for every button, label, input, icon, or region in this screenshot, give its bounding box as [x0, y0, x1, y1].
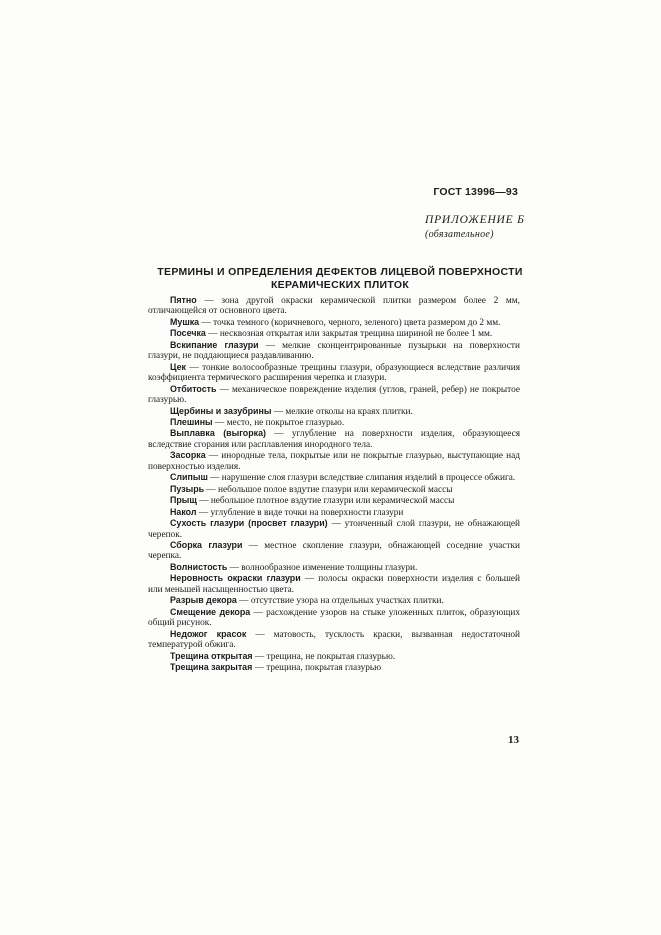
term-name: Щербины и зазубрины — [170, 405, 272, 416]
term-separator: — — [196, 296, 222, 306]
term-separator: — — [185, 362, 203, 373]
term-name: Слипыш — [170, 472, 208, 483]
term-definition: точка темного (коричневого, черного, зеленого) цвета размером до 2 мм. — [213, 317, 501, 328]
term-entry — [148, 340, 520, 362]
term-separator: — — [300, 574, 319, 585]
term-separator: — — [327, 519, 345, 530]
standard-code: ГОСТ 13996—93 — [433, 186, 518, 198]
term-separator: — — [196, 507, 211, 518]
term-definition: утонченный слой глазури, не обнажающей черепок. — [148, 519, 520, 540]
term-separator: — — [204, 484, 219, 495]
term-separator: — — [205, 329, 220, 340]
term-entry — [148, 540, 520, 562]
term-separator: — — [227, 562, 242, 573]
term-definition: углубление на поверхности изделия, образующееся вследствие сгорания или расплавления инородного тела. — [148, 429, 520, 450]
term-definition: несквозная открытая или закрытая трещина шириной не более 1 мм. — [219, 329, 493, 340]
term-name: Посечка — [170, 328, 206, 339]
term-separator: — — [252, 662, 267, 673]
term-separator: — — [236, 596, 251, 607]
term-entry — [148, 562, 520, 573]
term-definition: углубление в виде точки на поверхности глазури — [210, 507, 404, 518]
term-definition: волнообразное изменение толщины глазури. — [241, 562, 418, 573]
term-separator: — — [205, 451, 222, 462]
term-name: Пятно — [170, 295, 197, 305]
term-name: Сухость глазури (просвет глазури) — [170, 518, 328, 529]
term-definition: трещина, не покрытая глазурью. — [266, 651, 396, 662]
term-definition: инородные тела, покрытые или не покрытые глазурью, выступающие над поверхностью изделия. — [148, 451, 520, 472]
term-separator: — — [271, 406, 286, 417]
term-entry — [148, 472, 520, 483]
term-name: Неровность окраски глазури — [170, 573, 301, 584]
term-entry — [148, 328, 520, 339]
term-entry — [148, 495, 520, 506]
term-entry — [148, 362, 520, 384]
section-title — [140, 266, 540, 292]
term-separator: — — [216, 384, 232, 395]
page-number: 13 — [508, 734, 519, 746]
term-name: Мушка — [170, 316, 200, 327]
section-title-line: КЕРАМИЧЕСКИХ ПЛИТОК — [270, 279, 410, 291]
term-definition: мелкие отколы на краях плитки. — [285, 406, 413, 417]
term-name: Пузырь — [170, 483, 205, 494]
term-entry — [148, 518, 520, 540]
term-entry — [148, 450, 520, 472]
term-separator: — — [250, 607, 267, 618]
term-definition: полосы окраски поверхности изделия с большей или меньшей насыщенностью цвета. — [148, 574, 520, 595]
term-separator: — — [207, 473, 222, 484]
term-entry — [148, 317, 520, 328]
term-name: Прыщ — [170, 495, 197, 506]
term-separator: — — [199, 317, 214, 328]
term-entry — [148, 406, 520, 417]
term-definition: нарушение слоя глазури вследствие слипания изделий в процессе обжига. — [221, 473, 516, 484]
term-entry — [148, 651, 520, 662]
terms-list — [148, 295, 520, 673]
term-name: Трещина открытая — [170, 650, 253, 661]
term-separator: — — [246, 629, 274, 640]
term-definition: небольшое плотное вздутие глазури или керамической массы — [210, 496, 455, 507]
term-definition: небольшое полое вздутие глазури или керамической массы — [218, 484, 453, 495]
term-entry — [148, 607, 520, 629]
term-separator: — — [252, 651, 267, 662]
term-definition: место, не покрытое глазурью. — [226, 417, 345, 428]
term-definition: тонкие волосообразные трещины глазури, образующиеся вследствие различия коэффициента термического расширения черепка и глазури. — [148, 362, 520, 384]
term-name: Отбитость — [170, 383, 217, 394]
term-definition: трещина, покрытая глазурью — [266, 662, 382, 673]
term-name: Трещина закрытая — [170, 661, 253, 672]
term-definition: местное скопление глазури, обнажающей соседние участки черепка. — [148, 540, 520, 562]
term-entry — [148, 629, 520, 651]
term-definition: матовость, тусклость краски, вызванная недостаточной температурой обжига. — [148, 629, 520, 651]
term-name: Разрыв декора — [170, 595, 237, 606]
term-entry — [148, 384, 520, 406]
term-entry — [148, 295, 520, 317]
term-entry — [148, 417, 520, 428]
term-separator: — — [242, 540, 265, 551]
term-entry — [148, 573, 520, 595]
term-definition: расхождение узоров на стыке уложенных плиток, образующих общий рисунок. — [148, 607, 520, 629]
term-entry — [148, 484, 520, 495]
term-name: Волнистость — [170, 561, 228, 572]
term-name: Выплавка (выгорка) — [170, 428, 266, 439]
term-name: Плешины — [170, 416, 213, 427]
term-definition: отсутствие узора на отдельных участках плитки. — [250, 596, 444, 607]
term-separator: — — [196, 496, 211, 507]
term-separator: — — [258, 340, 283, 351]
term-definition: зона другой окраски керамической плитки размером более 2 мм, отличающейся от основного цвета. — [148, 296, 520, 317]
appendix-label: ПРИЛОЖЕНИЕ Б — [425, 214, 525, 226]
term-name: Смещение декора — [170, 606, 251, 617]
appendix-note: (обязательное) — [425, 229, 494, 240]
term-entry — [148, 428, 520, 450]
term-name: Цек — [170, 361, 186, 372]
term-definition: мелкие сконцентрированные пузырьки на поверхности глазури, не поддающиеся раздавливанию. — [148, 340, 520, 362]
term-entry — [148, 662, 520, 673]
term-definition: механическое повреждение изделия (углов, граней, ребер) не покрытое глазурью. — [148, 384, 520, 406]
term-entry — [148, 595, 520, 606]
term-name: Вскипание глазури — [170, 339, 259, 350]
term-name: Недожог красок — [170, 628, 247, 639]
term-separator: — — [212, 417, 227, 428]
term-name: Засорка — [170, 450, 206, 461]
term-separator: — — [265, 429, 292, 440]
term-name: Накол — [170, 506, 197, 517]
term-name: Сборка глазури — [170, 539, 243, 550]
term-entry — [148, 507, 520, 518]
section-title-line: ТЕРМИНЫ И ОПРЕДЕЛЕНИЯ ДЕФЕКТОВ ЛИЦЕВОЙ ПОВЕРХНОСТИ — [157, 266, 523, 278]
